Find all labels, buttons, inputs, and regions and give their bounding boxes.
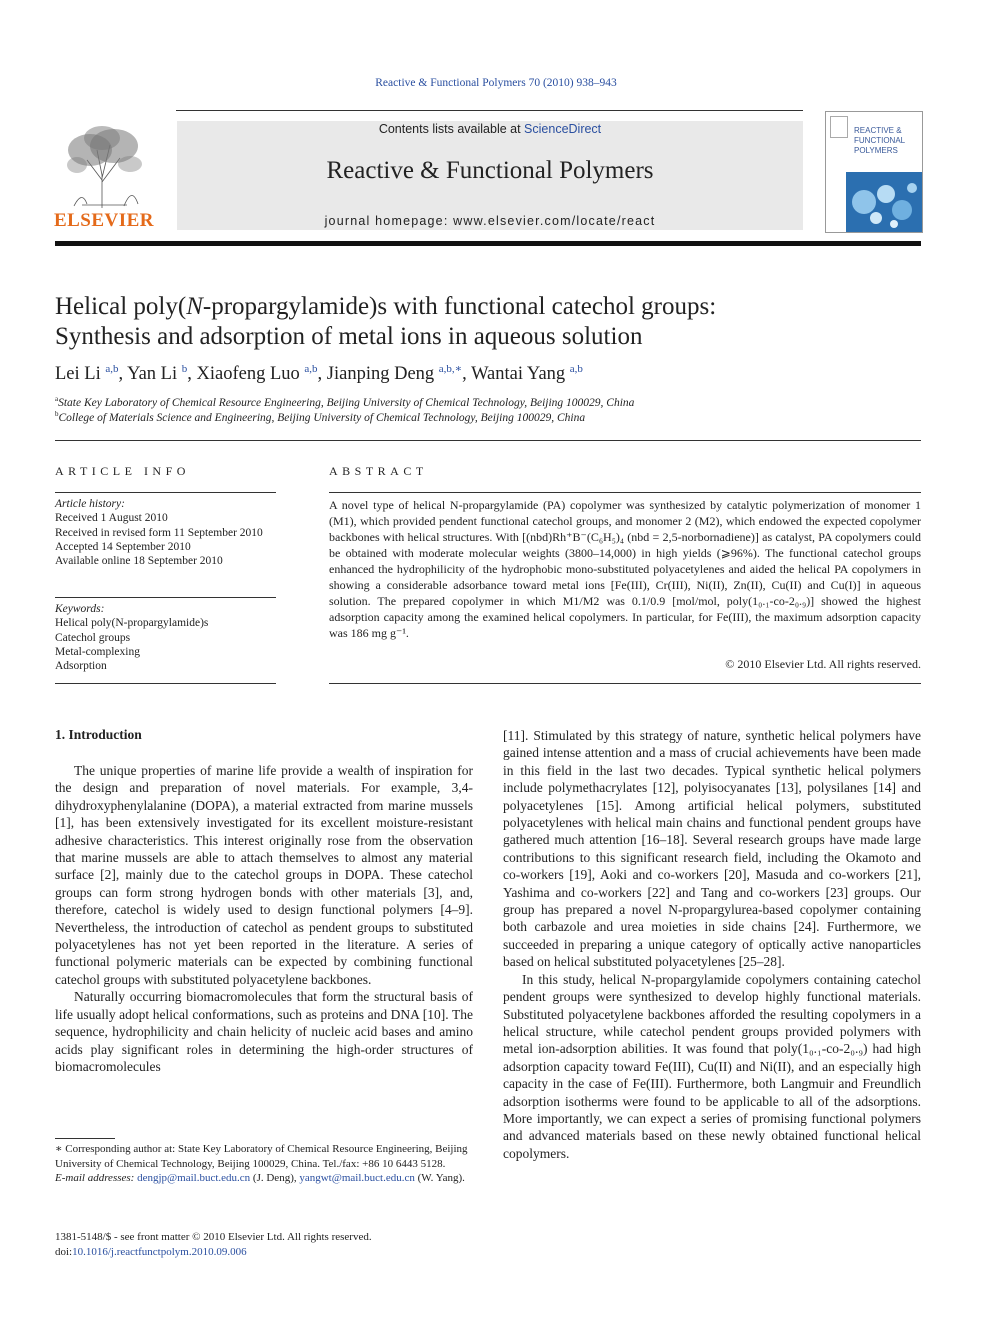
header-thick-rule [55,241,921,246]
cover-mini-logo-icon [830,116,848,138]
history-label: Article history: [55,498,125,510]
doi-line [55,1245,485,1260]
author-affiliation-mark[interactable]: a,b [569,363,583,375]
info-rule [55,683,276,684]
author-name[interactable]: Lei Li [55,364,106,385]
keyword-item: Helical poly(N-propargylamide)s [55,617,209,630]
author-affiliation-mark[interactable]: a,b,∗ [438,363,463,375]
journal-reference[interactable]: Reactive & Functional Polymers 70 (2010) 938–943 [375,77,617,89]
email-link-yang[interactable]: yangwt@mail.buct.edu.cn [299,1172,415,1184]
info-rule [55,492,276,493]
abstract-text: A novel type of helical N-propargylamide (PA) copolymer was synthesized by catalytic polymerization of monomer 1 (M1), which provided pendent functional catechol groups, and monomer 2 (M2), which endowed the expected copolymer backbones with helical structures. With [(nbd)Rh⁺B⁻(C₆H₅)₄ (nbd = 2,5-norbornadiene)] as catalyst, PA copolymers could be obtained with moderate molecular weights (3800–14,000) in high yields (⩾96%). The functional catechol groups enhanced the hydrophilicity of the hydrophobic mono-substituted polyacetylenes and aided the helical PA copolymers in showing a considerable adsorbance toward metal ions [Fe(III), Cr(III), Ni(II), Zn(II), Cu(II) and Cu(I)] in aqueous solution. The prepared copolymer in which M1/M2 was 0.1/0.9 [mol/mol, poly(1₀.₁-co-2₀.₉)] showed the highest adsorption capacity among the examined helical copolymers. In particular, for Fe(III), the maximum adsorption capacity was 186 mg g⁻¹. [329,498,921,640]
doi-prefix: doi: [55,1246,73,1258]
email-line [55,1171,473,1186]
email-owner: (J. Deng), [250,1172,300,1184]
publisher-name: ELSEVIER [53,210,155,231]
cover-title-line: POLYMERS [854,146,898,155]
corresponding-author-note: ∗ Corresponding author at: State Key Laboratory of Chemical Resource Engineering, Beijing University of Chemical Technology, Beijing 100029, China. Tel./fax: +86 10 6443 5128. [55,1143,468,1170]
body-paragraph: In this study, helical N-propargylamide copolymers containing catechol pendent groups were synthesized to develop highly functional materials. Substituted polyacetylene backbones afforded the resulting copolymers in a helical structure, while catechol pendent groups provided polymers with metal ion-adsorption abilities. It was found that poly(1₀.₁-co-2₀.₉) had high adsorption capacity toward Fe(III), Cu(II) and Ni(II), and an especially high capacity in the case of Fe(III). Furthermore, both Langmuir and Freundlich adsorption isotherms were found to be applicable to all of the adsorptions. More importantly, we can expect a series of promising functional polymers and advanced materials based on these newly obtained functional helical copolymers. [503,971,921,1161]
author-name[interactable]: Xiaofeng Luo [196,364,305,385]
journal-homepage[interactable]: journal homepage: www.elsevier.com/locate/react [324,214,656,228]
body-paragraph: The unique properties of marine life provide a wealth of inspiration for the design and preparation of novel materials. For example, 3,4-dihydroxyphenylalanine (DOPA), a material extracted from marine mussels [1], has been extensively investigated for its excellent moisture-resistant adhesive characteristics. This interest originally rose from the observation that marine mussels are able to attach themselves to almost any material surface [2], mainly due to the catechol groups in DOPA. These catechol groups can form strong hydrogen bonds with other materials [3], and, therefore, catechol is widely used to design functional polymers [4–9]. Nevertheless, the introduction of catechol as pendent groups to substituted polyacetylenes has not yet been reported in the literature. A series of functional polymeric materials can be expected by combining functional catechol groups with substituted polyacetylene backbones. [55,763,473,987]
journal-cover-thumbnail [825,111,923,233]
article-title-line-2: Synthesis and adsorption of metal ions in aqueous solution [55,323,643,350]
contents-prefix: Contents lists available at [378,122,525,136]
journal-title: Reactive & Functional Polymers [326,157,654,184]
affiliation-rule [55,440,921,441]
affiliation-mark: b [55,410,59,418]
abstract-rule [329,683,921,684]
issn-block [55,1230,485,1260]
abstract-rule [329,492,921,493]
keywords [55,602,276,673]
author-name[interactable]: Jianping Deng [326,364,439,385]
history-item: Received in revised form 11 September 2010 [55,526,263,539]
abstract-heading: ABSTRACT [329,464,428,478]
copyright-notice: © 2010 Elsevier Ltd. All rights reserved. [725,657,921,671]
history-item: Received 1 August 2010 [55,512,168,525]
body-paragraph: Naturally occurring biomacromolecules that form the structural basis of life usually adopt helical conformations, such as proteins and DNA [10]. The sequence, hydrophilicity and chain helicity of nucleic acid bases and amino acids play significant roles in determining the high-order structures of biomacromolecules [55,989,473,1074]
author-affiliation-mark[interactable]: a,b [105,363,119,375]
cover-title-line: REACTIVE & [854,126,902,135]
keywords-label: Keywords: [55,603,105,615]
cover-artwork-icon [846,172,922,232]
affiliation-b [55,410,921,424]
email-owner: (W. Yang). [414,1172,465,1184]
article-info-heading: ARTICLE INFO [55,464,190,478]
history-item: Accepted 14 September 2010 [55,540,191,553]
affiliation-text: College of Materials Science and Engineering, Beijing University of Chemical Technology, Beijing 100029, China [58,411,586,424]
affiliation-text: State Key Laboratory of Chemical Resource Engineering, Beijing University of Chemical Technology, Beijing 100029, China [58,396,635,409]
body-column-right [503,727,921,1162]
author-affiliation-mark[interactable]: a,b [304,363,318,375]
author-list: Lei Li $^{a,b}$, Yan Li $^b$, Xiaofeng Luo $^{a,b}$, Jianping Deng $^{a,b,∗}$, Wantai Yang $^{a,b}$ [55,363,583,385]
sciencedirect-link[interactable]: ScienceDirect [524,122,602,136]
article-title [55,292,921,352]
introduction-heading: 1. Introduction [55,727,142,742]
contents-line [177,122,803,136]
body-column-left [55,762,473,1075]
affiliation-mark: a [55,395,59,403]
keyword-item: Metal-complexing [55,645,140,658]
keyword-item: Catechol groups [55,631,131,644]
doi-link[interactable]: 10.1016/j.reactfunctpolym.2010.09.006 [72,1246,247,1258]
author-affiliation-mark[interactable]: b [181,363,188,375]
article-title-line-1: Helical poly(N-propargylamide)s with functional catechol groups: [55,293,717,320]
author-name[interactable]: Yan Li [127,364,182,385]
history-item: Available online 18 September 2010 [55,555,223,568]
info-rule [55,597,276,598]
issn-line: 1381-5148/$ - see front matter © 2010 Elsevier Ltd. All rights reserved. [55,1231,372,1243]
email-label: E-mail addresses: [55,1172,135,1184]
author-name[interactable]: Wantai Yang [471,364,570,385]
footnote-rule [55,1138,115,1139]
cover-title [854,126,905,156]
footnote [55,1142,473,1186]
body-paragraph: [11]. Stimulated by this strategy of nature, synthetic helical polymers have gained intense attention and a mass of crucial achievements have been made in this field in the last two decades. Typical synthetic helical polymers include polymethacrylates [12], polyisocyanates [13], polysilanes [14] and polyacetylenes [15]. Among artificial helical polymers, substituted polyacetylenes with helical main chains and functional pendent groups have gathered much attention [16–18]. Several research groups have made large contributions to this significant research field, including the Okamoto and co-workers [19], Aoki and co-workers [20], Masuda and co-workers [21], Yashima and co-workers [22] and Tang and co-workers [23] groups. Our group has prepared a novel N-propargylurea-based copolymer containing both carbazole and urea moieties in side chains [24]. Furthermore, we succeeded in preparing a unique category of optically active nanoparticles based on helical substituted polyacetylenes [25–28]. [503,728,921,970]
cover-title-line: FUNCTIONAL [854,136,906,145]
keyword-item: Adsorption [55,660,107,673]
email-link-deng[interactable]: dengjp@mail.buct.edu.cn [137,1172,251,1184]
italic-n: N [186,293,203,320]
article-history [55,497,276,568]
affiliation-a [55,395,921,409]
header-rule [176,110,803,111]
